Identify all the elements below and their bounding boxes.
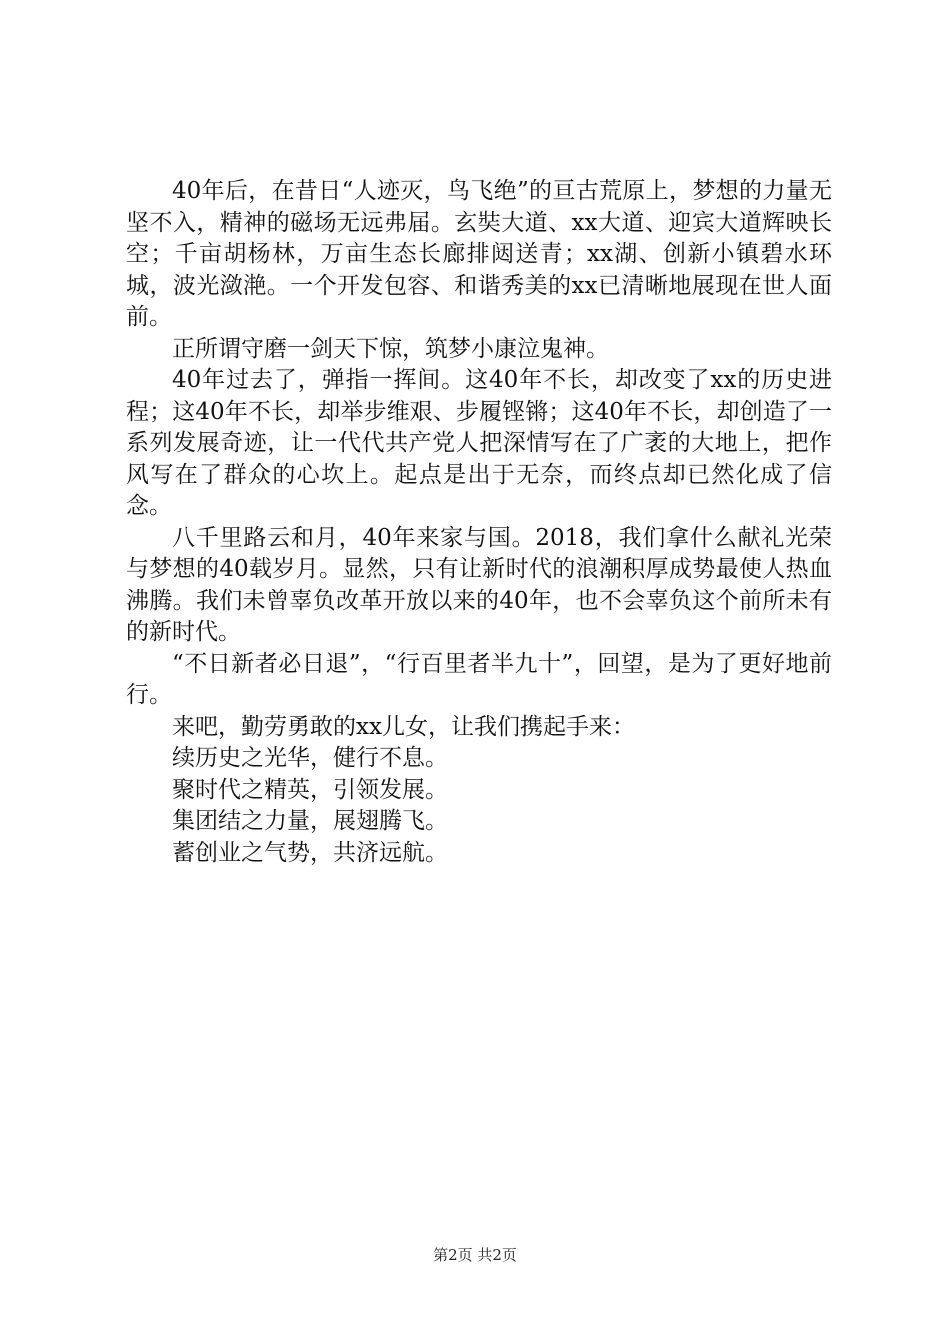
- paragraph-2: 正所谓守磨一剑天下惊，筑梦小康泣鬼神。: [172, 335, 609, 362]
- paragraph-8: 聚时代之精英，引领发展。: [172, 776, 448, 803]
- paragraph-6: 来吧，勤劳勇敢的xx儿女，让我们携起手来：: [172, 713, 635, 740]
- paragraph-5: “不日新者必日退”，“行百里者半九十”，回望，是为了更好地前行。: [126, 650, 832, 708]
- paragraph-10: 蓄创业之气势，共济远航。: [172, 839, 448, 866]
- paragraph-4: 八千里路云和月，40年来家与国。2018，我们拿什么献礼光荣与梦想的40载岁月。显然，只有让新时代的浪潮积厚成势最使人热血沸腾。我们未曾辜负改革开放以来的40年，也不会辜负这个前所未有的新时代。: [126, 524, 832, 645]
- paragraph-9: 集团结之力量，展翅腾飞。: [172, 808, 448, 834]
- page-footer: 第2页 共2页: [433, 1246, 517, 1264]
- document-body: [126, 176, 832, 869]
- paragraph-3: 40年过去了，弹指一挥间。这40年不长，却改变了xx的历史进程；这40年不长，却举步维艰、步履铿锵；这40年不长，却创造了一系列发展奇迹，让一代代共产党人把深情写在了广袤的大地上，把作风写在了群众的心坎上。起点是出于无奈，而终点却已然化成了信念。: [126, 367, 832, 519]
- paragraph-7: 续历史之光华，健行不息。: [172, 745, 448, 771]
- paragraph-1: 40年后，在昔日“人迹灭，鸟飞绝”的亘古荒原上，梦想的力量无坚不入，精神的磁场无远弗届。玄奘大道、xx大道、迎宾大道辉映长空；千亩胡杨林，万亩生态长廊排闼送青；xx湖、创新小镇碧水环城，波光潋滟。一个开发包容、和谐秀美的xx已清晰地展现在世人面前。: [126, 178, 832, 330]
